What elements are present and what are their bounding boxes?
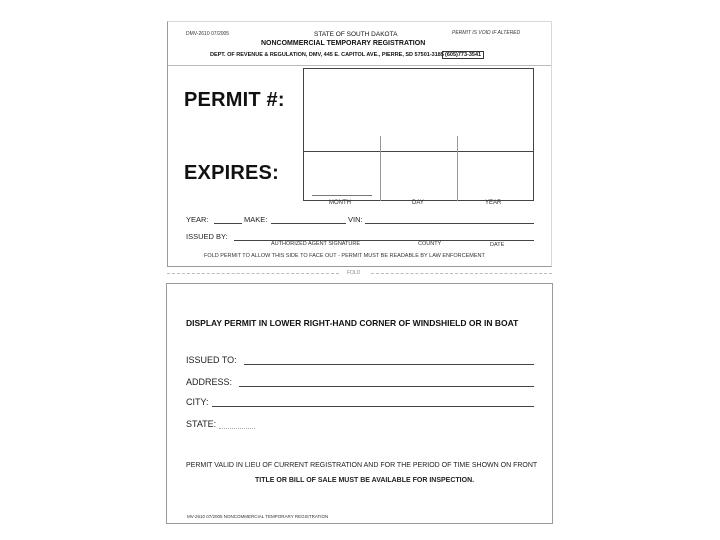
expires-day-field[interactable] — [380, 136, 456, 201]
make-field[interactable] — [271, 223, 346, 224]
title-note: TITLE OR BILL OF SALE MUST BE AVAILABLE FOR INSPECTION. — [255, 477, 475, 484]
make-label: MAKE: — [244, 215, 268, 224]
validity-note: PERMIT VALID IN LIEU OF CURRENT REGISTRATION AND FOR THE PERIOD OF TIME SHOWN ON FRONT — [186, 462, 538, 469]
city-label: CITY: — [186, 397, 209, 407]
expires-month-field[interactable] — [303, 136, 379, 201]
footer-code: MV-2610 07/2005 NONCOMMERCIAL TEMPORARY REGISTRATION — [187, 514, 329, 519]
dept-address: DEPT. OF REVENUE & REGULATION, DMV, 445 E. CAPITOL AVE., PIERRE, SD 57501-3185 — [210, 52, 444, 58]
vin-field[interactable] — [365, 223, 534, 224]
form-title: NONCOMMERCIAL TEMPORARY REGISTRATION — [261, 40, 426, 47]
county-caption: COUNTY — [418, 241, 442, 247]
expires-year-field[interactable] — [457, 136, 533, 201]
month-label: MONTH — [329, 200, 351, 206]
state-field[interactable] — [219, 428, 255, 429]
state-heading: STATE OF SOUTH DAKOTA — [314, 31, 398, 38]
header-divider — [168, 65, 551, 66]
year-field[interactable] — [214, 223, 242, 224]
form-code: DMV-2610 07/2005 — [186, 31, 230, 37]
state-label: STATE: — [186, 419, 217, 429]
issued-by-label: ISSUED BY: — [186, 232, 228, 241]
fold-line — [167, 270, 552, 278]
date-caption: DATE — [490, 242, 505, 248]
address-label: ADDRESS: — [186, 377, 233, 387]
month-underline — [312, 195, 372, 196]
vin-label: VIN: — [348, 215, 363, 224]
issued-to-label: ISSUED TO: — [186, 355, 237, 365]
city-field[interactable] — [212, 406, 534, 407]
permit-front-card — [167, 21, 552, 267]
fold-label: FOLD — [347, 270, 361, 276]
issued-to-field[interactable] — [244, 364, 534, 365]
fold-instructions: FOLD PERMIT TO ALLOW THIS SIDE TO FACE OUT - PERMIT MUST BE READABLE BY LAW ENFORCEMENT — [204, 253, 485, 259]
year-column-label: YEAR — [485, 200, 502, 206]
display-notice: DISPLAY PERMIT IN LOWER RIGHT-HAND CORNER OF WINDSHIELD OR IN BOAT — [186, 318, 519, 328]
signature-caption: AUTHORIZED AGENT SIGNATURE — [271, 241, 361, 247]
address-field[interactable] — [239, 386, 534, 387]
dept-phone: (605)773-3541 — [442, 51, 484, 59]
permit-number-label: PERMIT #: — [184, 89, 285, 111]
void-notice: PERMIT IS VOID IF ALTERED — [452, 30, 521, 36]
permit-back-card — [166, 283, 553, 524]
expires-label: EXPIRES: — [184, 162, 279, 184]
day-label: DAY — [412, 200, 424, 206]
year-label: YEAR: — [186, 215, 209, 224]
